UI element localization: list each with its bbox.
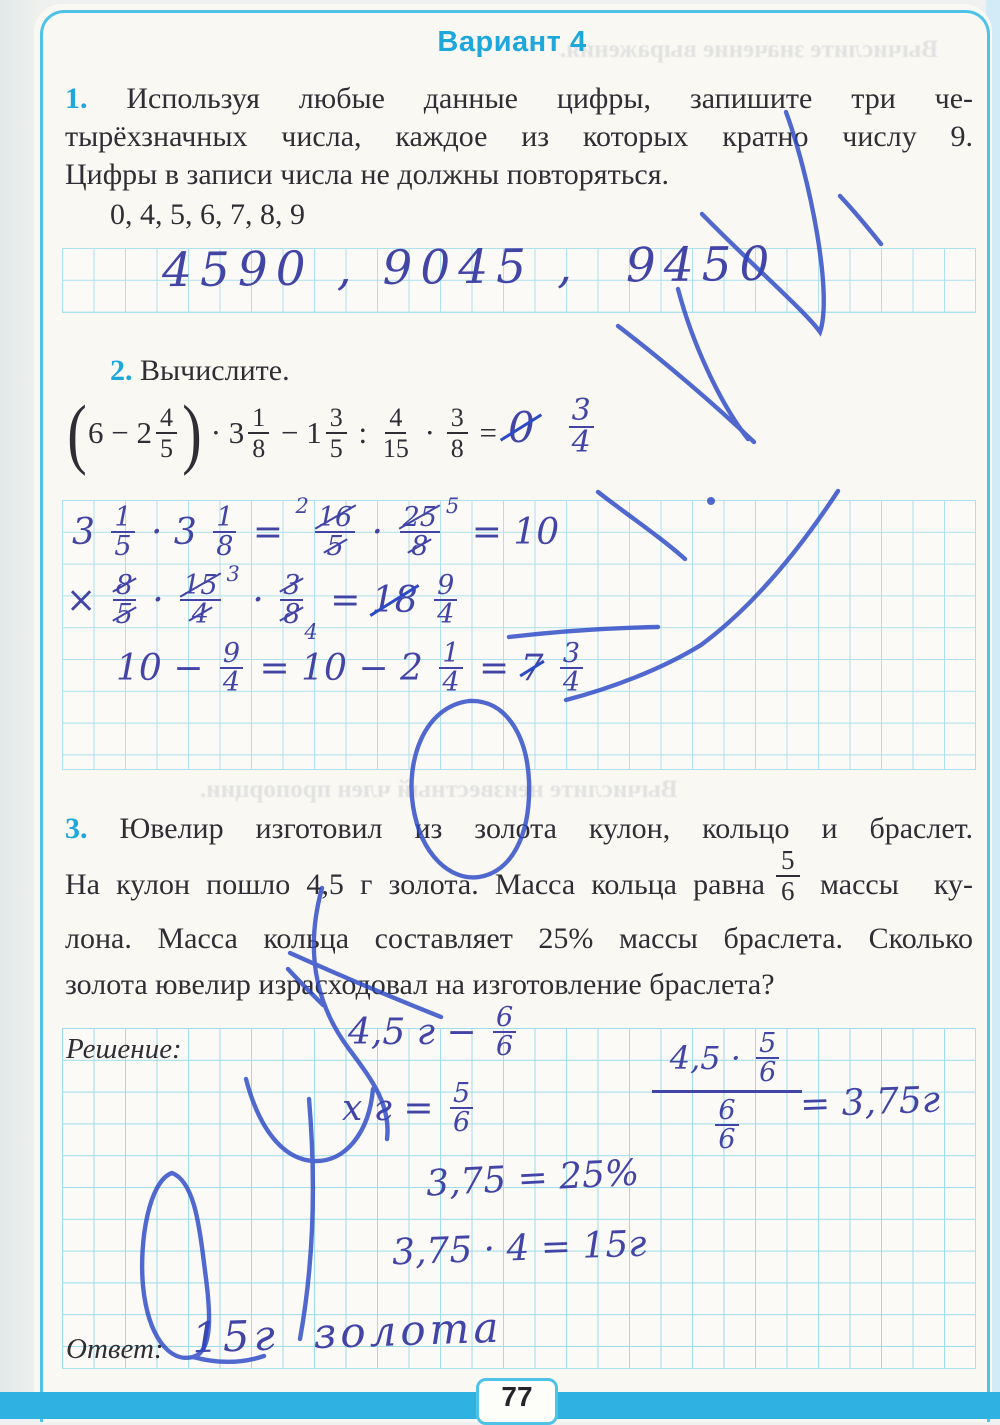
token: ( [67, 389, 87, 476]
solution-big-denominator [710, 1097, 743, 1153]
token [541, 407, 564, 448]
token: × [66, 579, 108, 621]
token: $\frac{3}{4}$ [569, 396, 594, 458]
token: $\frac{3}{8}$ [447, 403, 468, 464]
solution-label: Решение: [66, 1033, 182, 1065]
page-number: 77 [501, 1381, 533, 1412]
token: ) [182, 389, 202, 476]
task2-work-line3 [116, 640, 588, 696]
task1-line1-text [88, 82, 127, 115]
task1-line1-body: Используя любые данные цифры, запишите три че- [126, 82, 974, 115]
task3-number: 3. [65, 812, 88, 845]
token: : [350, 415, 375, 450]
token: $\frac{4}{15}$ [382, 402, 409, 463]
task1-number: 1. [65, 82, 88, 115]
token: 2 [295, 494, 309, 518]
bleed-through-text-top: Вычислите значение выражения. [560, 36, 939, 63]
bleed-through-text-middle: Вычислите неизвестный член пропорции. [200, 776, 678, 803]
task2-work-line1 [72, 494, 560, 562]
solution-line3: 3,75 = 25% [425, 1152, 641, 1205]
token: = 10 [460, 511, 560, 553]
token: · 3 [202, 415, 245, 450]
token: $\frac{1}{8}$ [213, 504, 236, 560]
token: · [140, 579, 176, 621]
solution-big-result: = 3,75г [799, 1079, 941, 1126]
token: $\frac{25}{8}$ [400, 504, 440, 560]
task3-line1 [65, 810, 973, 848]
task2-header [110, 352, 290, 390]
token: $\frac{5}{6}$ [450, 1080, 473, 1136]
task3-line2-after: массы ку- [820, 868, 973, 901]
token: $\frac{1}{4}$ [439, 640, 462, 696]
token: $\frac{3}{8}$ [280, 572, 303, 628]
token: $\frac{1}{8}$ [248, 403, 269, 464]
answer-label: Ответ: [66, 1333, 164, 1365]
task3-fraction-denominator: 6 [781, 876, 795, 906]
token: = [241, 511, 295, 553]
token: 4,5 г − [348, 1011, 488, 1053]
token: 0 [502, 403, 541, 452]
token: 18 [371, 579, 418, 621]
solution-big-fraction [652, 1030, 802, 1153]
task3-line3: лона. Масса кольца составляет 25% массы браслета. Сколько [65, 922, 973, 955]
token: 7 [520, 647, 544, 689]
solution-big-numerator [670, 1030, 785, 1086]
task2-handwritten-result [502, 393, 599, 460]
task1-line2: тырёхзначных числа, каждое из которых кратно числу 9. [65, 120, 973, 153]
solution-line4: 3,75 · 4 = 15г [391, 1223, 648, 1274]
token: $\frac{6}{6}$ [493, 1004, 516, 1060]
task1-line3: Цифры в записи числа не должны повторяться. [65, 158, 670, 191]
task3-line1-body: Ювелир изготовил из золота кулон, кольцо и браслет. [119, 812, 973, 845]
task3-fraction-numerator: 5 [776, 846, 800, 877]
task1-line1 [65, 80, 973, 118]
task1-handwritten-answer: 4590 , 9045 , 9450 [161, 236, 778, 299]
token: 6 − 2 [87, 415, 152, 450]
task2-work-line2 [66, 562, 462, 644]
variant-title: Вариант 4 [437, 26, 587, 58]
token: $\frac{4}{5}$ [156, 403, 177, 464]
token: 3 [226, 562, 240, 586]
solution-big-fraction-bar [652, 1090, 802, 1093]
token: $\frac{9}{4}$ [220, 640, 243, 696]
token: = 10 − 2 [248, 647, 435, 689]
token: = [467, 647, 521, 689]
task2-expression [66, 389, 497, 476]
page-number-badge [476, 1378, 558, 1425]
token: $\frac{15}{4}$ [180, 572, 220, 628]
token: · 3 [139, 511, 209, 553]
task3-line2-before: На кулон пошло 4,5 г золота. Масса кольца равна [65, 868, 765, 901]
task2-title: Вычислите. [140, 354, 290, 387]
token: · [240, 579, 276, 621]
handwritten-final-answer: 15г золота [191, 1302, 504, 1363]
task3-line4: золота ювелир израсходовал на изготовление браслета? [65, 968, 775, 1001]
token: 4 [304, 620, 318, 644]
token: 4,5 · [669, 1039, 752, 1077]
task3-inline-fraction [776, 846, 800, 906]
token: · [360, 511, 395, 553]
token [543, 648, 554, 689]
token: 10 − [116, 647, 215, 689]
token: $\frac{8}{5}$ [113, 572, 136, 628]
token: $\frac{6}{6}$ [715, 1097, 738, 1153]
token [418, 580, 429, 621]
token: $\frac{3}{4}$ [560, 640, 583, 696]
token: = [318, 579, 372, 621]
task2-number: 2. [110, 354, 133, 387]
token: $\frac{3}{5}$ [326, 403, 347, 464]
token: 5 [445, 494, 460, 518]
token: х г = [342, 1087, 445, 1129]
task1-digits: 0, 4, 5, 6, 7, 8, 9 [110, 198, 305, 231]
token: $\frac{9}{4}$ [434, 572, 457, 628]
token: $\frac{5}{6}$ [756, 1030, 779, 1086]
solution-line2 [342, 1080, 478, 1136]
token: · [416, 415, 443, 450]
token: = [471, 415, 497, 450]
token: $\frac{1}{5}$ [111, 504, 134, 560]
solution-line1 [348, 1004, 521, 1060]
token: 3 [72, 511, 107, 553]
token: − 1 [273, 415, 322, 450]
token: $\frac{16}{5}$ [315, 504, 355, 560]
